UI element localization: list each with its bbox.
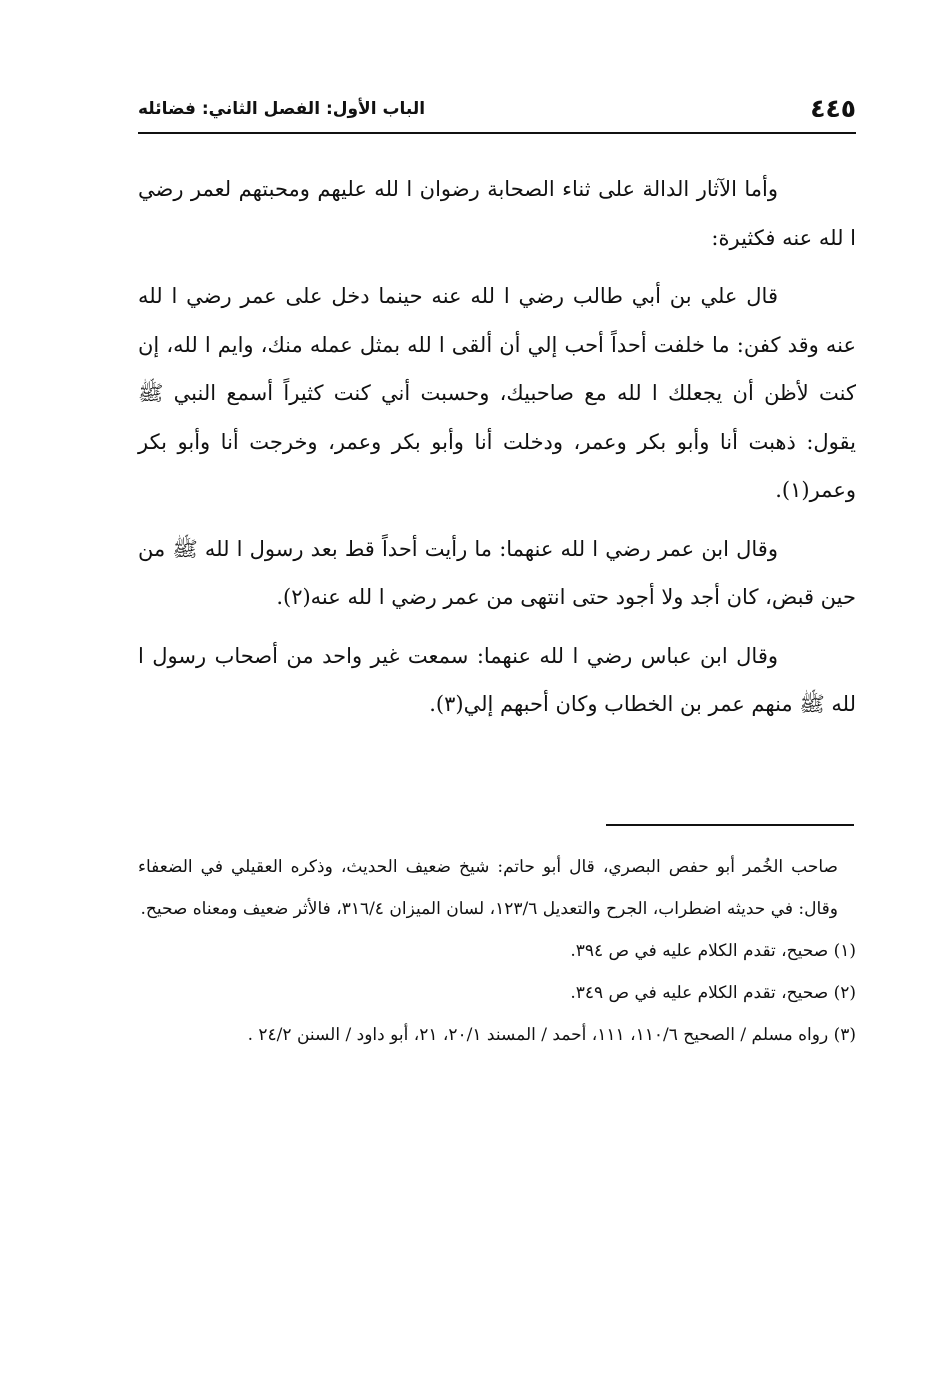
header-divider (138, 132, 856, 134)
footnote-1: (١) صحيح، تقدم الكلام عليه في ص ٣٩٤. (570, 941, 856, 961)
running-title: الباب الأول: الفصل الثاني: فضائله (138, 99, 426, 119)
footnote-divider (606, 824, 854, 826)
paragraph-intro: وأما الآثار الدالة على ثناء الصحابة رضوان ا لله عليهم ومحبتهم لعمر رضي ا لله عنه فكثيرة: (138, 177, 856, 250)
footnotes (138, 846, 856, 1056)
page-header (138, 92, 856, 132)
footnote-continuation: صاحب الخُمر أبو حفص البصري، قال أبو حاتم: شيخ ضعيف الحديث، وذكره العقيلي في الضعفاء وقال: في حديثه اضطراب، الجرح والتعديل ١٢٣/٦، لسان الميزان ٣١٦/٤، فالأثر ضعيف ومعناه صحيح. (138, 857, 838, 919)
paragraph-ali-ibn-abi-talib: قال علي بن أبي طالب رضي ا لله عنه حينما دخل على عمر رضي ا لله عنه وقد كفن: ما خلفت أحداً أحب إلي أن ألقى ا لله بمثل عمله منك، وايم ا لله، إن كنت لأظن أن يجعلك ا لله مع صاحبيك، وحسبت أني كنت كثيراً أسمع النبي ﷺ يقول: ذهبت أنا وأبو بكر وعمر، ودخلت أنا وأبو بكر وعمر، وخرجت أنا وأبو بكر وعمر(١). (138, 284, 856, 502)
footnote-2: (٢) صحيح، تقدم الكلام عليه في ص ٣٤٩. (570, 983, 856, 1003)
page-number: ٤٤٥ (810, 94, 856, 123)
footnote-3: (٣) رواه مسلم / الصحيح ١١٠/٦، ١١١، أحمد / المسند ٢٠/١، ٢١، أبو داود / السنن ٢٤/٢ . (247, 1025, 856, 1045)
main-text (138, 165, 856, 739)
paragraph-ibn-abbas: وقال ابن عباس رضي ا لله عنهما: سمعت غير واحد من أصحاب رسول ا لله ﷺ منهم عمر بن الخطاب وكان أحبهم إلي(٣). (138, 643, 856, 716)
paragraph-ibn-umar: وقال ابن عمر رضي ا لله عنهما: ما رأيت أحداً قط بعد رسول ا لله ﷺ من حين قبض، كان أجد ولا أجود حتى انتهى من عمر رضي ا لله عنه(٢). (138, 536, 856, 609)
